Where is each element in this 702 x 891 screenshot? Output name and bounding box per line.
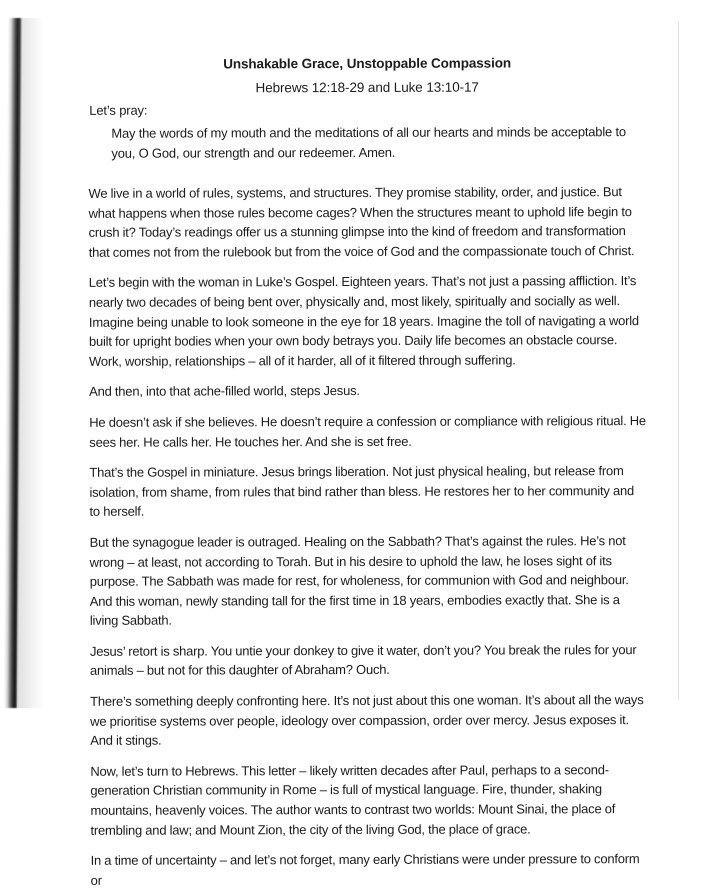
body-paragraph-truncated: In a time of uncertainty – and let’s not forget, many early Christians were under pressure to conform or (90, 851, 640, 888)
sermon-title: Unshakable Grace, Unstoppable Compassion (223, 55, 512, 72)
body-paragraph: Jesus’ retort is sharp. You untie your donkey to give it water, don’t you? You break the rules for your animals – but not for this daughter of Abraham? Ouch. (89, 641, 637, 679)
body-paragraph: Let’s begin with the woman in Luke’s Gospel. Eighteen years. That’s not just a passing affliction. It’s nearly two decades of being bent over, physically and, most likely, spiritually and socially as well. Imagine being unable to look someone in the eye for 18 years. Imagine the toll of navigating a world built for upright bodies when your own body betrays you. Daily life becomes an obstacle course. Work, worship, relationships – all of it harder, all of it filtered through suffering. (88, 273, 639, 369)
opening-prayer-text: May the words of my mouth and the meditations of all our hearts and minds be acceptable to you, O God, our strength and our redeemer. Amen. (111, 124, 626, 161)
body-paragraph: Now, let’s turn to Hebrews. This letter – likely written decades after Paul, perhaps to a second-generation Christian community in Rome – is full of mystical language. Fire, thunder, shaking mountains, heavenly voices. The author wants to contrast two worlds: Mount Sinai, the place of trembling and law; and Mount Zion, the city of the living God, the place of grace. (90, 762, 616, 838)
body-paragraph: And then, into that ache-filled world, steps Jesus. (89, 383, 360, 400)
body-paragraph: There’s something deeply confronting here. It’s not just about this one woman. It’s about all the ways we prioritise systems over people, ideology over compassion, order over mercy. Jesus exposes it. And it stings. (90, 692, 644, 749)
body-paragraph: He doesn’t ask if she believes. He doesn’t require a confession or compliance with religious ritual. He sees her. He calls her. He touches her. And she is set free. (89, 413, 646, 450)
sermon-body (88, 182, 647, 890)
scripture-reference-subtitle: Hebrews 12:18-29 and Luke 13:10-17 (255, 79, 479, 96)
body-paragraph: But the synagogue leader is outraged. Healing on the Sabbath? That’s against the rules. He’s not wrong – at least, not according to Torah. But in his desire to uphold the law, he loses sight of its purpose. The Sabbath was made for rest, for wholeness, for communion with God and neighbour. And this woman, newly standing tall for the first time in 18 years, embodies exactly that. She is a living Sabbath. (89, 533, 629, 629)
prayer-cue-label: Let’s pray: (89, 102, 148, 118)
body-paragraph: We live in a world of rules, systems, and structures. They promise stability, order, and justice. But what happens when those rules become cages? When the structures meant to uphold life begin to crush it? Today’s readings offer us a stunning glimpse into the kind of freedom and transformation that comes not from the rulebook but from the voice of God and the compassionate touch of Christ. (88, 184, 635, 260)
body-paragraph: That’s the Gospel in miniature. Jesus brings liberation. Not just physical healing, but release from isolation, from shame, from rules that bind rather than bless. He restores her to her community and to herself. (89, 463, 635, 520)
